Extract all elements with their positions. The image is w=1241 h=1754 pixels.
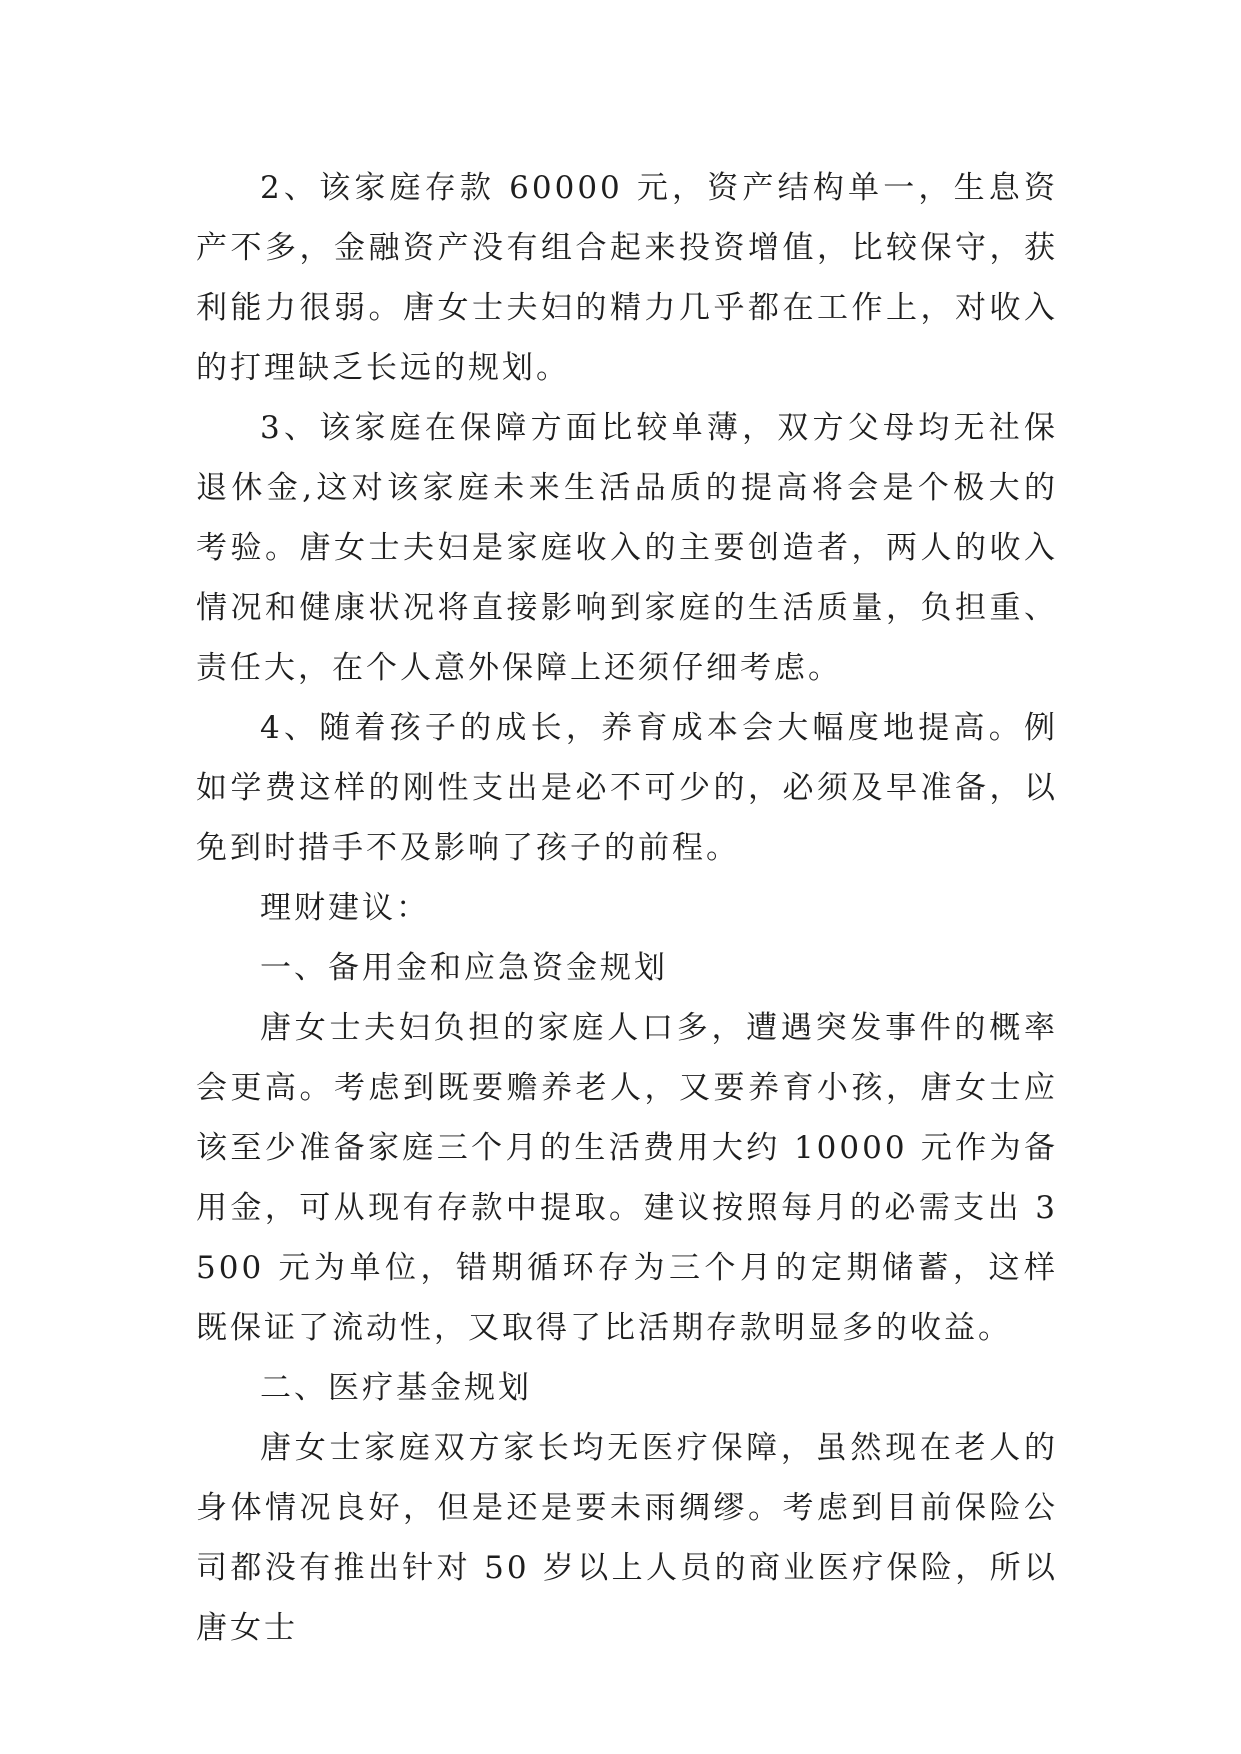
paragraph-savings-analysis: 2、该家庭存款 60000 元，资产结构单一，生息资产不多，金融资产没有组合起来投资增值，比较保守，获利能力很弱。唐女士夫妇的精力几乎都在工作上，对收入的打理缺乏长远的规划。 [196,170,1058,386]
paragraph-insurance-analysis: 3、该家庭在保障方面比较单薄，双方父母均无社保退休金,这对该家庭未来生活品质的提高将会是个极大的考验。唐女士夫妇是家庭收入的主要创造者，两人的收入情况和健康状况将直接影响到家庭的生活质量，负担重、责任大，在个人意外保障上还须仔细考虑。 [196,410,1058,686]
document-body [196,158,1058,1658]
section-heading-emergency-fund: 一、备用金和应急资金规划 [260,950,668,986]
section-heading-advice: 理财建议： [260,890,430,926]
section-heading-medical-fund: 二、医疗基金规划 [260,1370,532,1406]
paragraph-emergency-fund: 唐女士夫妇负担的家庭人口多，遭遇突发事件的概率会更高。考虑到既要赡养老人，又要养育小孩，唐女士应该至少准备家庭三个月的生活费用大约 10000 元作为备用金，可从现有存款中提取。建议按照每月的必需支出 3500 元为单位，错期循环存为三个月的定期储蓄，这样既保证了流动性，又取得了比活期存款明显多的收益。 [196,1010,1058,1346]
paragraph-child-cost-analysis: 4、随着孩子的成长，养育成本会大幅度地提高。例如学费这样的刚性支出是必不可少的，必须及早准备，以免到时措手不及影响了孩子的前程。 [196,710,1058,866]
paragraph-medical-fund: 唐女士家庭双方家长均无医疗保障，虽然现在老人的身体情况良好，但是还是要未雨绸缪。考虑到目前保险公司都没有推出针对 50 岁以上人员的商业医疗保险，所以唐女士 [196,1430,1058,1646]
